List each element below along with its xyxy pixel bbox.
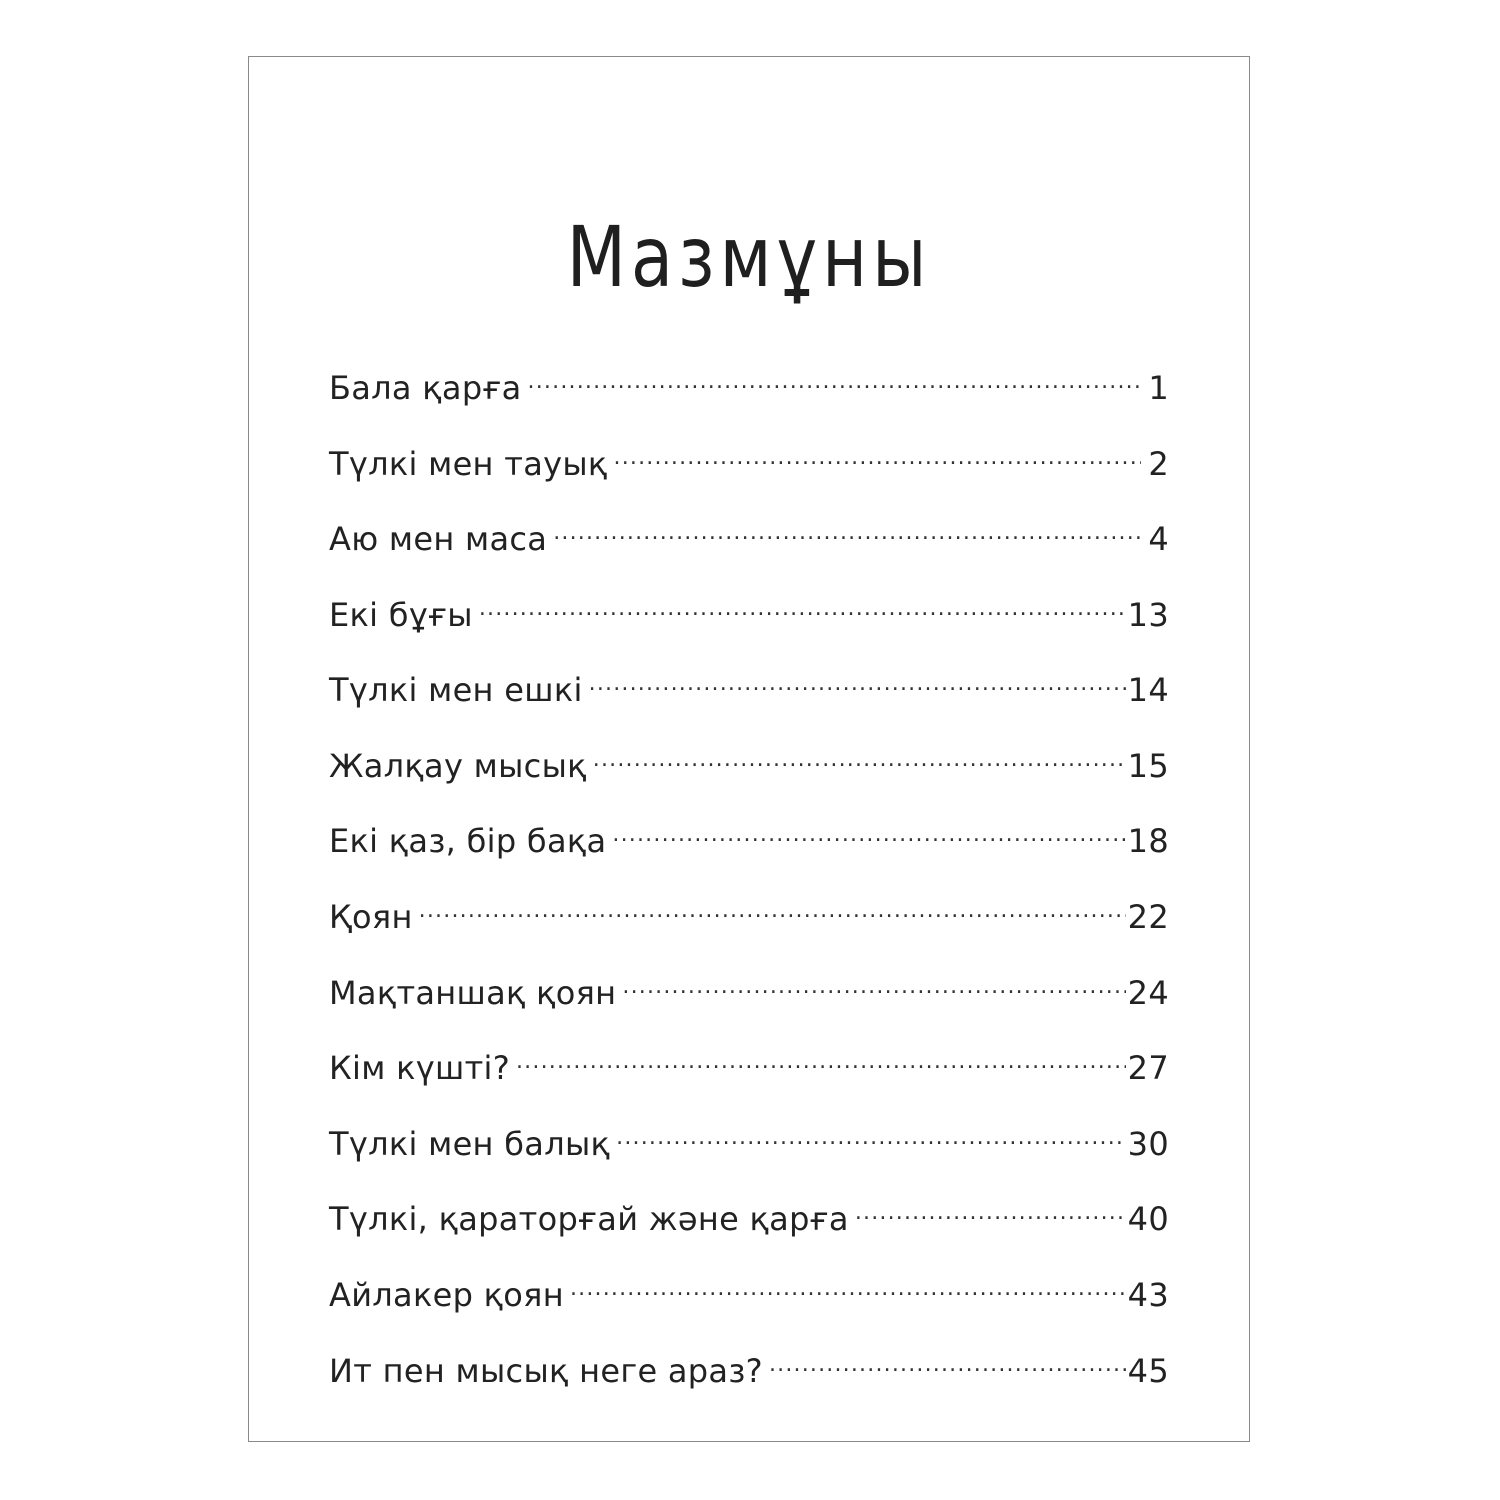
toc-leader-dots [622, 960, 1125, 1004]
toc-entry-title: Кім күшті? [329, 1049, 510, 1087]
toc-entry [329, 733, 1169, 785]
toc-entry [329, 884, 1169, 936]
toc-entry-page: 43 [1127, 1276, 1169, 1314]
toc-entry-page: 13 [1127, 596, 1169, 634]
toc-entry-title: Ит пен мысық неге араз? [329, 1352, 763, 1390]
toc-entry-page: 24 [1127, 974, 1169, 1012]
toc-entry-page: 22 [1127, 898, 1169, 936]
toc-entry-page: 18 [1127, 822, 1169, 860]
toc-leader-dots [612, 808, 1125, 852]
toc-entry [329, 808, 1169, 860]
toc-leader-dots [570, 1262, 1126, 1306]
toc-entry [329, 657, 1169, 709]
toc-entry-page: 2 [1148, 445, 1169, 483]
toc-leader-dots [419, 884, 1126, 928]
toc-entry-page: 30 [1127, 1125, 1169, 1163]
toc-entry-page: 15 [1127, 747, 1169, 785]
toc-entry [329, 431, 1169, 483]
toc-entry [329, 1262, 1169, 1314]
toc-leader-dots [769, 1338, 1126, 1382]
toc-leader-dots [528, 355, 1141, 399]
toc-entry-page: 40 [1127, 1200, 1169, 1238]
book-page [248, 56, 1250, 1442]
page-title: Мазмұны [566, 208, 932, 306]
toc-entry-title: Аю мен маса [329, 520, 548, 558]
toc-entry [329, 1338, 1169, 1390]
toc-entry-page: 1 [1148, 369, 1169, 407]
toc-entry-page: 27 [1127, 1049, 1169, 1087]
toc-leader-dots [855, 1186, 1126, 1230]
toc-leader-dots [593, 733, 1126, 777]
toc-entry-title: Екі қаз, бір бақа [329, 822, 607, 860]
toc-leader-dots [553, 506, 1141, 550]
toc-entry [329, 1035, 1169, 1087]
toc-entry-page: 45 [1127, 1352, 1169, 1390]
toc-entry-title: Бала қарға [329, 369, 522, 407]
toc-entry-title: Мақтаншақ қоян [329, 974, 617, 1012]
toc-leader-dots [516, 1035, 1126, 1079]
toc-entry-page: 14 [1127, 671, 1169, 709]
toc-entry-title: Қоян [329, 898, 413, 936]
toc-entry-title: Түлкі мен балық [329, 1125, 611, 1163]
toc-entry-title: Екі бұғы [329, 596, 473, 634]
toc-leader-dots [616, 1111, 1126, 1155]
toc-entry [329, 1111, 1169, 1163]
toc-entry-title: Айлакер қоян [329, 1276, 564, 1314]
toc-entry [329, 582, 1169, 634]
toc-entry-title: Түлкі мен ешкі [329, 671, 583, 709]
toc-entry [329, 1186, 1169, 1238]
toc-leader-dots [479, 582, 1126, 626]
toc-entry-title: Түлкі, қараторғай және қарға [329, 1200, 849, 1238]
toc-entry [329, 355, 1169, 407]
toc-entry-page: 4 [1148, 520, 1169, 558]
toc-leader-dots [589, 657, 1126, 701]
toc-entry [329, 506, 1169, 558]
toc-entry [329, 960, 1169, 1012]
toc-entry-title: Жалқау мысық [329, 747, 587, 785]
toc-entry-title: Түлкі мен тауық [329, 445, 608, 483]
toc-leader-dots [614, 431, 1141, 475]
